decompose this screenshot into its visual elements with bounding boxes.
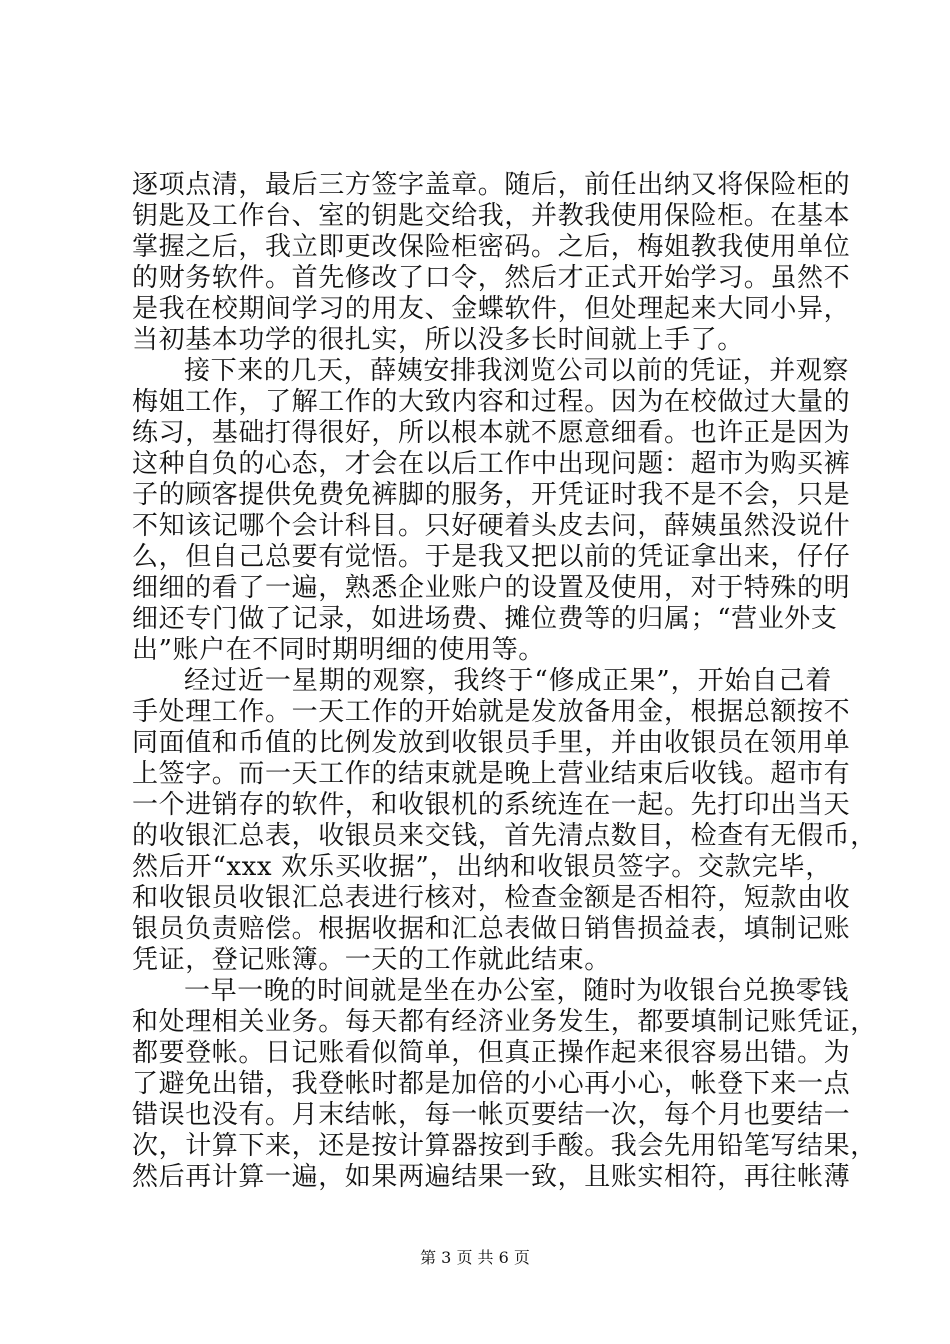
- text-line: 钥匙及工作台、室的钥匙交给我，并教我使用保险柜。在基本: [132, 201, 851, 231]
- text-line: 同面值和币值的比例发放到收银员手里，并由收银员在领用单: [132, 728, 851, 758]
- text-line: 都要登帐。日记账看似简单，但真正操作起来很容易出错。为: [132, 1038, 851, 1068]
- text-line: 凭证，登记账簿。一天的工作就此结束。: [132, 945, 611, 975]
- page-number-footer: 第 3 页 共 6 页: [420, 1248, 530, 1267]
- text-line: 的收银汇总表，收银员来交钱，首先清点数目，检查有无假币，: [132, 821, 877, 851]
- text-line: 手处理工作。一天工作的开始就是发放备用金，根据总额按不: [132, 697, 851, 727]
- text-line: 细细的看了一遍，熟悉企业账户的设置及使用，对于特殊的明: [132, 573, 851, 603]
- text-line: 不知该记哪个会计科目。只好硬着头皮去问，薛姨虽然没说什: [132, 511, 851, 541]
- text-line: 练习，基础打得很好，所以根本就不愿意细看。也许正是因为: [132, 418, 851, 448]
- text-line: 错误也没有。月末结帐，每一帐页要结一次，每个月也要结一: [132, 1100, 851, 1130]
- text-line: 出”账户在不同时期明细的使用等。: [132, 635, 545, 665]
- text-line: 是我在校期间学习的用友、金蝶软件，但处理起来大同小异，: [132, 294, 851, 324]
- text-line: 次，计算下来，还是按计算器按到手酸。我会先用铅笔写结果，: [132, 1131, 877, 1161]
- text-line: 逐项点清，最后三方签字盖章。随后，前任出纳又将保险柜的: [132, 170, 851, 200]
- text-line: 的财务软件。首先修改了口令，然后才正式开始学习。虽然不: [132, 263, 851, 293]
- text-line: 和处理相关业务。每天都有经济业务发生，都要填制记账凭证，: [132, 1007, 877, 1037]
- text-line: 银员负责赔偿。根据收据和汇总表做日销售损益表，填制记账: [132, 914, 851, 944]
- text-line: 一个进销存的软件，和收银机的系统连在一起。先打印出当天: [132, 790, 851, 820]
- text-line: 上签字。而一天工作的结束就是晚上营业结束后收钱。超市有: [132, 759, 851, 789]
- paragraph-first-line: 一早一晚的时间就是坐在办公室，随时为收银台兑换零钱: [184, 976, 850, 1006]
- text-line: 然后开“xxx 欢乐买收据”，出纳和收银员签字。交款完毕，: [132, 852, 832, 882]
- text-line: 子的顾客提供免费免裤脚的服务，开凭证时我不是不会，只是: [132, 480, 851, 510]
- document-body: [132, 170, 877, 1193]
- paragraph-first-line: 接下来的几天，薛姨安排我浏览公司以前的凭证，并观察: [184, 356, 850, 386]
- paragraph-first-line: 经过近一星期的观察，我终于“修成正果”，开始自己着: [184, 666, 832, 696]
- text-line: 细还专门做了记录，如进场费、摊位费等的归属；“营业外支: [132, 604, 838, 634]
- text-line: 了避免出错，我登帐时都是加倍的小心再小心，帐登下来一点: [132, 1069, 851, 1099]
- text-line: 然后再计算一遍，如果两遍结果一致，且账实相符，再往帐薄: [132, 1162, 851, 1192]
- text-line: 么，但自己总要有觉悟。于是我又把以前的凭证拿出来，仔仔: [132, 542, 851, 572]
- text-line: 掌握之后，我立即更改保险柜密码。之后，梅姐教我使用单位: [132, 232, 851, 262]
- text-line: 这种自负的心态，才会在以后工作中出现问题：超市为购买裤: [132, 449, 851, 479]
- text-line: 当初基本功学的很扎实，所以没多长时间就上手了。: [132, 325, 744, 355]
- text-line: 梅姐工作，了解工作的大致内容和过程。因为在校做过大量的: [132, 387, 851, 417]
- text-line: 和收银员收银汇总表进行核对，检查金额是否相符，短款由收: [132, 883, 851, 913]
